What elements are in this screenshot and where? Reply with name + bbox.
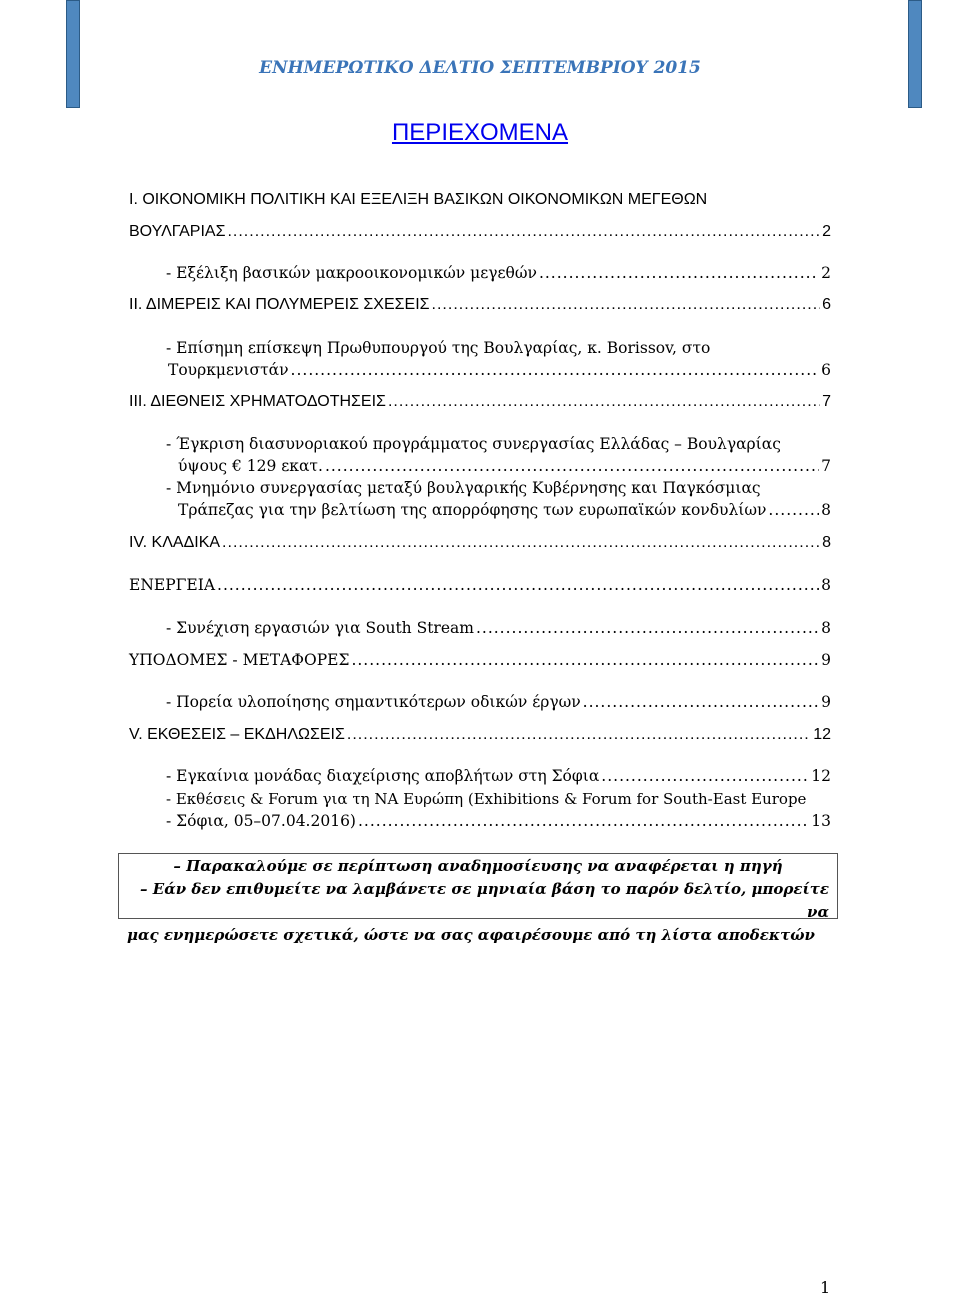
toc-page-number: 6 (822, 296, 831, 313)
toc-entry-10[interactable] (166, 617, 831, 639)
toc-page-number: 2 (822, 223, 831, 240)
toc-entry-14[interactable] (166, 765, 831, 787)
toc-entry-6-line1[interactable]: - Έγκριση διασυνοριακού προγράμματος συνεργασίας Ελλάδας – Βουλγαρίας (166, 435, 781, 453)
dot-leader (539, 262, 819, 284)
toc-entry-2[interactable] (166, 262, 831, 284)
toc-entry-12[interactable] (166, 691, 831, 713)
toc-entry-5[interactable] (129, 391, 831, 413)
toc-entry-9[interactable] (129, 574, 831, 596)
toc-entry-13[interactable] (129, 724, 831, 746)
toc-page-number: 9 (821, 693, 831, 711)
dot-leader (358, 810, 809, 832)
dot-leader (227, 221, 820, 243)
toc-page-number: 7 (821, 457, 831, 475)
toc-entry-text: Τουρκμενιστάν (168, 361, 289, 379)
toc-entry-4-line1[interactable]: - Επίσημη επίσκεψη Πρωθυπουργού της Βουλγαρίας, κ. Borissov, στο (166, 339, 711, 357)
republication-notice (118, 853, 838, 944)
toc-page-number: 13 (811, 812, 831, 830)
toc-page-number: 7 (822, 393, 831, 410)
dot-leader (768, 499, 819, 521)
toc-page-number: 6 (821, 361, 831, 379)
toc-entry-text: - Πορεία υλοποίησης σημαντικότερων οδικών έργων (166, 693, 581, 711)
toc-page-number: 12 (811, 767, 831, 785)
toc-heading[interactable]: ΠΕΡΙΕΧΟΜΕΝΑ (391, 119, 569, 146)
notice-line-2: – Εάν δεν επιθυμείτε να λαμβάνετε σε μηνιαία βάση το παρόν δελτίο, μπορείτε να (140, 880, 829, 921)
toc-entry-7-line1[interactable]: - Μνημόνιο συνεργασίας μεταξύ βουλγαρικής Κυβέρνησης και Παγκόσμιας (166, 479, 761, 497)
toc-entry-4[interactable] (166, 359, 831, 381)
toc-entry-7[interactable] (166, 499, 831, 521)
bulletin-title: ΕΝΗΜΕΡΩΤΙΚΟ ΔΕΛΤΙΟ ΣΕΠΤΕΜΒΡΙΟΥ 2015 (259, 58, 701, 78)
toc-entry-3[interactable] (129, 294, 831, 316)
dot-leader (325, 455, 819, 477)
toc-entry-15[interactable] (166, 810, 831, 832)
dot-leader (351, 649, 819, 671)
notice-line-3: μας ενημερώσετε σχετικά, ώστε να σας αφαιρέσουμε από τη λίστα αποδεκτών (127, 926, 815, 944)
toc-entry-text: - Σόφια, 05–07.04.2016) (166, 812, 356, 830)
toc-entry-1-line1[interactable]: Ι. ΟΙΚΟΝΟΜΙΚΗ ΠΟΛΙΤΙΚΗ ΚΑΙ ΕΞΕΛΙΞΗ ΒΑΣΙΚΩΝ ΟΙΚΟΝΟΜΙΚΩΝ ΜΕΓΕΘΩΝ (129, 191, 708, 208)
toc-entry-text: - Συνέχιση εργασιών για South Stream (166, 619, 474, 637)
toc-page-number: 9 (821, 651, 831, 669)
toc-entry-text: ΙΙ. ΔΙΜΕΡΕΙΣ ΚΑΙ ΠΟΛΥΜΕΡΕΙΣ ΣΧΕΣΕΙΣ (129, 296, 430, 313)
toc-page-number: 2 (821, 264, 831, 282)
dot-leader (291, 359, 820, 381)
toc-entry-text: ύψους € 129 εκατ. (178, 457, 323, 475)
toc-entry-11[interactable] (129, 649, 831, 671)
toc-page-number: 12 (813, 726, 831, 743)
dot-leader (222, 532, 820, 554)
toc-entry-6[interactable] (166, 455, 831, 477)
dot-leader (601, 765, 809, 787)
toc-page-number: 8 (822, 534, 831, 551)
toc-entry-text: IV. ΚΛΑΔΙΚΑ (129, 534, 221, 551)
toc-page-number: 8 (821, 619, 831, 637)
toc-entry-text: - Εξέλιξη βασικών μακροοικονομικών μεγεθών (166, 264, 537, 282)
toc-page-number: 8 (821, 576, 831, 594)
dot-leader (347, 724, 811, 746)
toc-entry-8[interactable] (129, 532, 831, 554)
toc-entry-text: V. ΕΚΘΕΣΕΙΣ – ΕΚΔΗΛΩΣΕΙΣ (129, 726, 345, 743)
page-number: 1 (820, 1278, 831, 1297)
toc-entry-text: ΙΙΙ. ΔΙΕΘΝΕΙΣ ΧΡΗΜΑΤΟΔΟΤΗΣΕΙΣ (129, 393, 386, 410)
notice-line-1: – Παρακαλούμε σε περίπτωση αναδημοσίευσης να αναφέρεται η πηγή (173, 857, 783, 875)
toc-entry-text: ΒΟΥΛΓΑΡΙΑΣ (129, 223, 226, 240)
dot-leader (476, 617, 819, 639)
toc-entry-text: - Εγκαίνια μονάδας διαχείρισης αποβλήτων στη Σόφια (166, 767, 600, 785)
toc-entry-text: Τράπεζας για την βελτίωση της απορρόφησης των ευρωπαϊκών κονδυλίων (178, 501, 767, 519)
dot-leader (217, 574, 819, 596)
dot-leader (388, 391, 820, 413)
dot-leader (432, 294, 821, 316)
toc-entry-text: ΕΝΕΡΓΕΙΑ (129, 576, 216, 594)
toc-entry-15-line1[interactable]: - Εκθέσεις & Forum για τη ΝΑ Ευρώπη (Exhibitions & Forum for South-East Europe (166, 790, 807, 808)
toc-entry-1[interactable] (129, 221, 831, 243)
toc-page-number: 8 (821, 501, 831, 519)
dot-leader (583, 691, 819, 713)
toc-entry-text: ΥΠΟΔΟΜΕΣ - ΜΕΤΑΦΟΡΕΣ (129, 651, 350, 669)
